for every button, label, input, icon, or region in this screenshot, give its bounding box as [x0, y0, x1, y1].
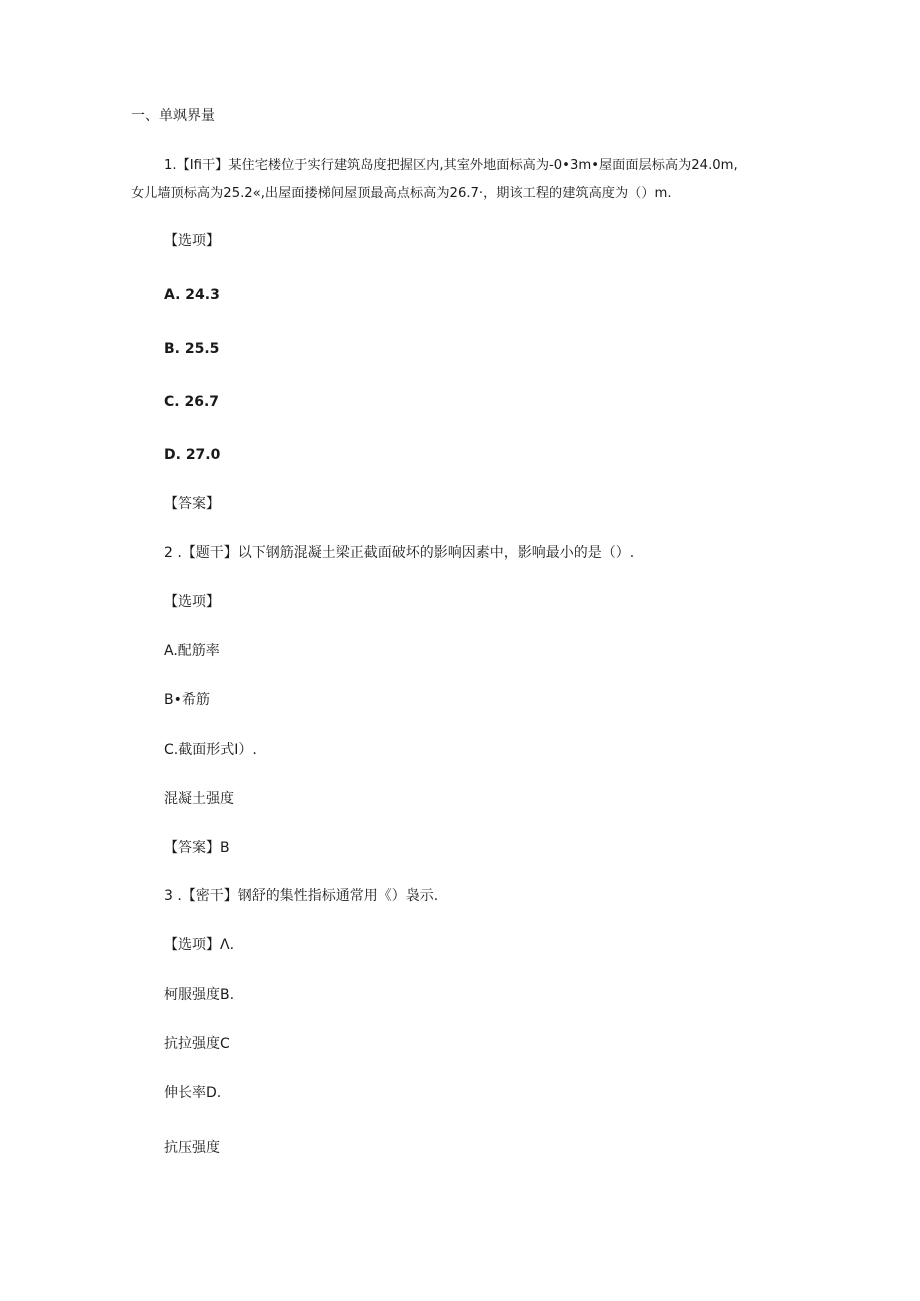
question-1-option-d: D. 27.0 [164, 447, 221, 463]
question-2-stem: 2 .【题干】以下钢筋混凝土梁正截面破坏的影响因素中，影响最小的是（）. [164, 545, 635, 561]
question-1-options-label: 【选项】 [164, 233, 220, 249]
question-2-option-c: C.截面形式I）. [164, 742, 257, 758]
question-3-option-b: 抗拉强度C [164, 1036, 230, 1052]
question-2-answer: 【答案】B [164, 840, 230, 856]
question-3-option-a: 柯服强度B. [164, 987, 235, 1003]
question-1-stem-line-1: 1.【Ifi干】某住宅楼位于实行建筑岛度把握区内,其室外地面标高为-0•3m•屋面面层标高为24.0m, [164, 158, 738, 173]
question-3-stem: 3 .【密干】钢舒的集性指标通常用《）袅示. [164, 888, 439, 904]
question-3-option-c: 伸长率D. [164, 1085, 222, 1101]
question-3-options-label: 【选项】Λ. [164, 937, 235, 953]
question-1-option-c: C. 26.7 [164, 394, 220, 410]
question-3-option-d: 抗压强度 [164, 1140, 220, 1156]
question-2-option-d: 混凝土强度 [164, 791, 234, 807]
question-1-stem-line-2: 女儿墙顶标高为25.2«,出屋面搂梯间屋顶最高点标高为26.7·，期该工程的建筑高度为（）m. [131, 186, 672, 201]
question-1-option-b: B. 25.5 [164, 341, 220, 357]
question-1-option-a: A. 24.3 [164, 287, 220, 303]
question-1-answer: 【答案】 [164, 496, 220, 512]
question-2-options-label: 【选项】 [164, 594, 220, 610]
question-2-option-a: A.配筋率 [164, 643, 220, 659]
question-2-option-b: B•希筋 [164, 692, 210, 708]
section-title: 一、单飒界量 [131, 108, 215, 124]
